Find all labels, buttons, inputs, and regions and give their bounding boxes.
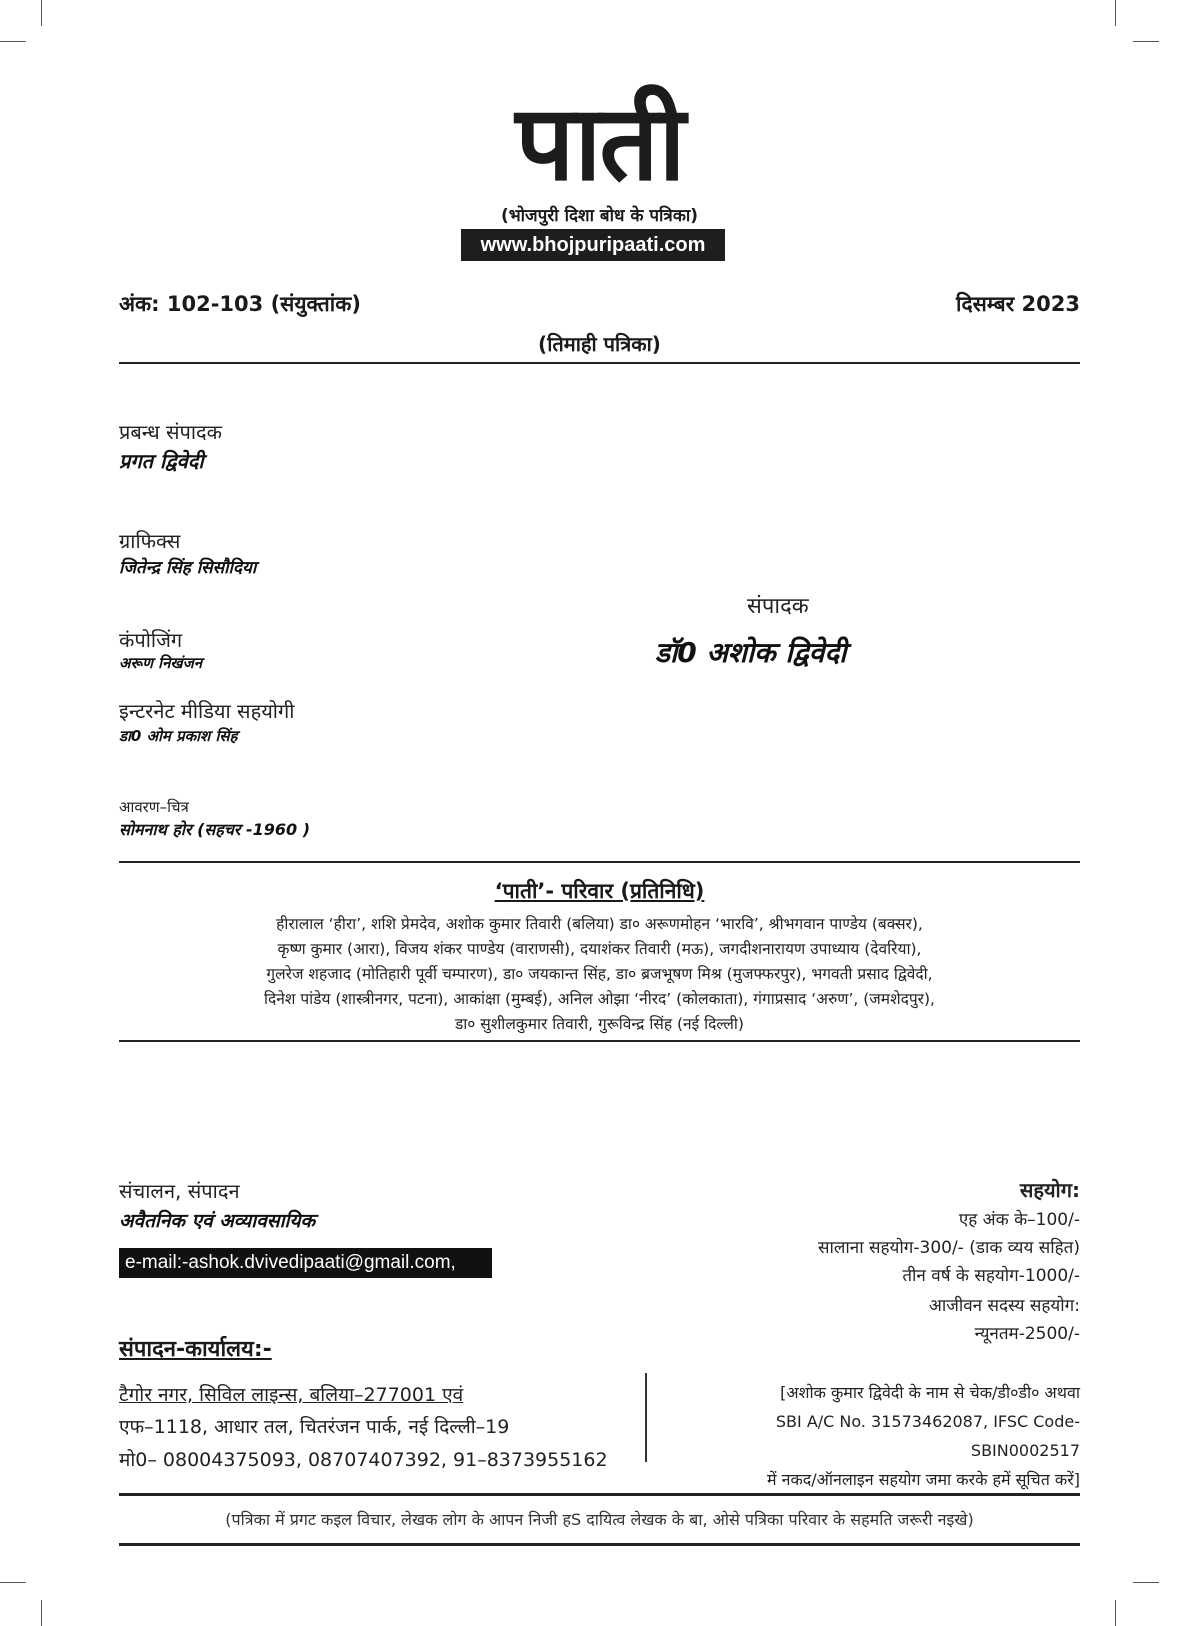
support-line: न्यूनतम-2500/- — [974, 1324, 1080, 1344]
support-title: सहयोग: — [1019, 1178, 1080, 1202]
graphics-name: जितेन्द्र सिंह सिसौदिया — [119, 558, 257, 578]
office-address-1: टैगोर नगर, सिविल लाइन्स, बलिया–277001 एवं — [119, 1384, 464, 1406]
internet-name: डा0 ओम प्रकाश सिंह — [119, 727, 238, 745]
family-line: हीरालाल ‘हीरा’, शशि प्रेमदेव, अशोक कुमार तिवारी (बलिया) डा० अरूणमोहन ‘भारवि’, श्रीभगवान पाण्डेय (बक्सर), — [276, 915, 923, 933]
crop-mark-top-left-v — [41, 0, 42, 26]
crop-mark-top-left-h — [0, 41, 26, 42]
bank-details — [670, 1378, 1080, 1494]
cover-credit: सोमनाथ होर (सहचर -1960 ) — [119, 820, 311, 839]
bank-line: SBI A/C No. 31573462087, IFSC Code-SBIN0002517 — [775, 1412, 1080, 1460]
crop-mark-bottom-right-v — [1115, 1600, 1116, 1626]
family-line: डा० सुशीलकुमार तिवारी, गुरूविन्द्र सिंह (नई दिल्ली) — [455, 1015, 744, 1033]
family-title: ‘पाती’- परिवार (प्रतिनिधि) — [494, 879, 705, 903]
office-address-2: एफ–1118, आधार तल, चितरंजन पार्क, नई दिल्ली–19 — [119, 1416, 510, 1438]
composing-label: कंपोजिंग — [119, 628, 183, 652]
managing-editor-name: प्रगत द्विवेदी — [119, 449, 204, 473]
graphics-label: ग्राफिक्स — [119, 529, 181, 553]
magazine-subtitle: (भोजपुरी दिशा बोध के पत्रिका) — [500, 206, 699, 226]
issue-number: अंक: 102-103 (संयुक्तांक) — [119, 292, 361, 316]
website-label[interactable]: www.bhojpuripaati.com — [461, 229, 725, 261]
periodicity: (तिमाही पत्रिका) — [538, 332, 661, 356]
family-line: कृष्ण कुमार (आरा), विजय शंकर पाण्डेय (वाराणसी), दयाशंकर तिवारी (मऊ), जगदीशनारायण उपाध्याय (देवरिया), — [277, 940, 922, 958]
managing-editor-label: प्रबन्ध संपादक — [119, 420, 223, 444]
crop-mark-bottom-left-h — [0, 1582, 26, 1583]
family-line: गुलरेज शहजाद (मोतिहारी पूर्वी चम्पारण), डा० जयकान्त सिंह, डा० ब्रजभूषण मिश्र (मुजफ्फरपुर), भगवती प्रसाद द्विवेदी, — [266, 965, 933, 983]
divider — [119, 1493, 1080, 1496]
bank-line: [अशोक कुमार द्विवेदी के नाम से चेक/डी०डी० अथवा — [780, 1383, 1080, 1402]
crop-mark-bottom-right-h — [1133, 1582, 1159, 1583]
divider — [119, 362, 1080, 364]
email-link[interactable]: e-mail:-ashok.dvivedipaati@gmail.com, — [119, 1248, 492, 1278]
editor-name: डॉ0 अशोक द्विवेदी — [655, 636, 847, 669]
crop-mark-top-right-v — [1115, 0, 1116, 26]
support-line: एह अंक के–100/- — [958, 1210, 1080, 1230]
operation-value: अवैतनिक एवं अव्यावसायिक — [119, 1210, 316, 1232]
support-line: आजीवन सदस्य सहयोग: — [928, 1296, 1080, 1316]
column-separator — [645, 1373, 647, 1462]
bank-line: में नकद/ऑनलाइन सहयोग जमा करके हमें सूचित करें] — [766, 1470, 1080, 1489]
support-line: सालाना सहयोग-300/- (डाक व्यय सहित) — [817, 1238, 1080, 1258]
internet-label: इन्टरनेट मीडिया सहयोगी — [119, 699, 295, 723]
divider — [119, 1543, 1080, 1546]
crop-mark-bottom-left-v — [41, 1600, 42, 1626]
operation-label: संचालन, संपादन — [119, 1179, 240, 1203]
family-members — [150, 912, 1049, 1037]
crop-mark-top-right-h — [1133, 41, 1159, 42]
office-phone: मो0– 08004375093, 08707407392, 91–8373955162 — [119, 1449, 608, 1471]
composing-name: अरूण निखंजन — [119, 654, 203, 672]
disclaimer: (पत्रिका में प्रगट कइल विचार, लेखक लोग के आपन निजी हS दायित्व लेखक के बा, ओसे पत्रिका परिवार के सहमति जरूरी नइखे) — [225, 1510, 974, 1529]
editor-label: संपादक — [747, 594, 809, 619]
divider — [119, 861, 1080, 863]
family-line: दिनेश पांडेय (शास्त्रीनगर, पटना), आकांक्षा (मुम्बई), अनिल ओझा ‘नीरद’ (कोलकाता), गंगाप्रसाद ‘अरुण’, (जमशेदपुर), — [264, 990, 935, 1008]
issue-date: दिसम्बर 2023 — [956, 292, 1080, 316]
cover-label: आवरण–चित्र — [119, 798, 189, 816]
magazine-logo: पाती — [515, 81, 684, 204]
office-title: संपादन-कार्यालय:- — [119, 1337, 272, 1362]
divider — [119, 1040, 1080, 1042]
support-line: तीन वर्ष के सहयोग-1000/- — [902, 1266, 1080, 1286]
